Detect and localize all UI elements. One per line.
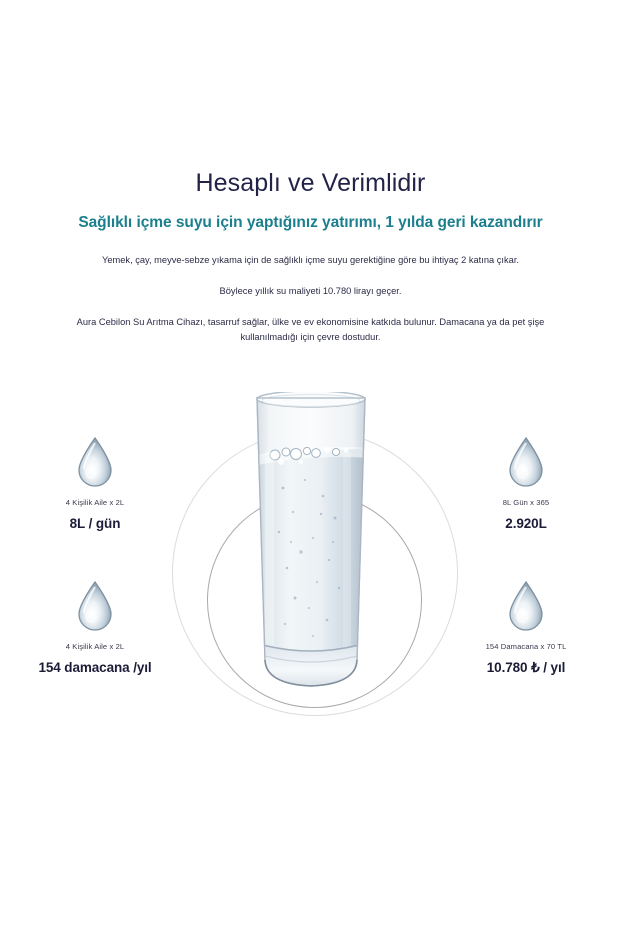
stat-caption: 4 Kişilik Aile x 2L: [65, 642, 125, 651]
water-drop-icon: [75, 580, 115, 634]
stat-caption: 154 Damacana x 70 TL: [485, 642, 567, 651]
body-paragraph-3: [0, 315, 621, 344]
stat-left-bottom: [0, 580, 190, 676]
glass-of-water-image: [243, 392, 379, 704]
body-paragraph-3-text: Aura Cebilon Su Arıtma Cihazı, tasarruf sağlar, ülke ve ev ekonomisine katkıda bulunur. Damacana ya da pet şişe kullanılmadığı için çevre dostudur.: [76, 317, 545, 342]
water-drop-icon: [506, 436, 546, 490]
water-drop-icon: [75, 436, 115, 490]
stat-caption: 8L Gün x 365: [502, 498, 550, 507]
body-paragraph-2-text: Böylece yıllık su maliyeti 10.780 lirayı geçer.: [219, 285, 402, 296]
body-paragraph-2: [0, 284, 621, 298]
stat-right-top: [431, 436, 621, 532]
central-visual: [0, 380, 621, 740]
page-title: Hesaplı ve Verimlidir: [195, 169, 426, 197]
stat-value: 2.920L: [505, 516, 547, 532]
stat-left-top: [0, 436, 190, 532]
page-subtitle: Sağlıklı içme suyu için yaptığınız yatırımı, 1 yılda geri kazandırır: [78, 214, 543, 232]
heading-block: [0, 168, 621, 344]
stat-caption: 4 Kişilik Aile x 2L: [65, 498, 125, 507]
stat-value: 154 damacana /yıl: [38, 660, 152, 676]
stat-right-bottom: [431, 580, 621, 676]
body-paragraph-1-text: Yemek, çay, meyve-sebze yıkama için de sağlıklı içme suyu gerektiğine göre bu ihtiyaç 2 katına çıkar.: [101, 255, 519, 266]
water-drop-icon: [506, 580, 546, 634]
stat-value: 8L / gün: [69, 516, 121, 532]
body-paragraph-1: [0, 253, 621, 267]
stat-value: 10.780 ₺ / yıl: [486, 660, 566, 676]
